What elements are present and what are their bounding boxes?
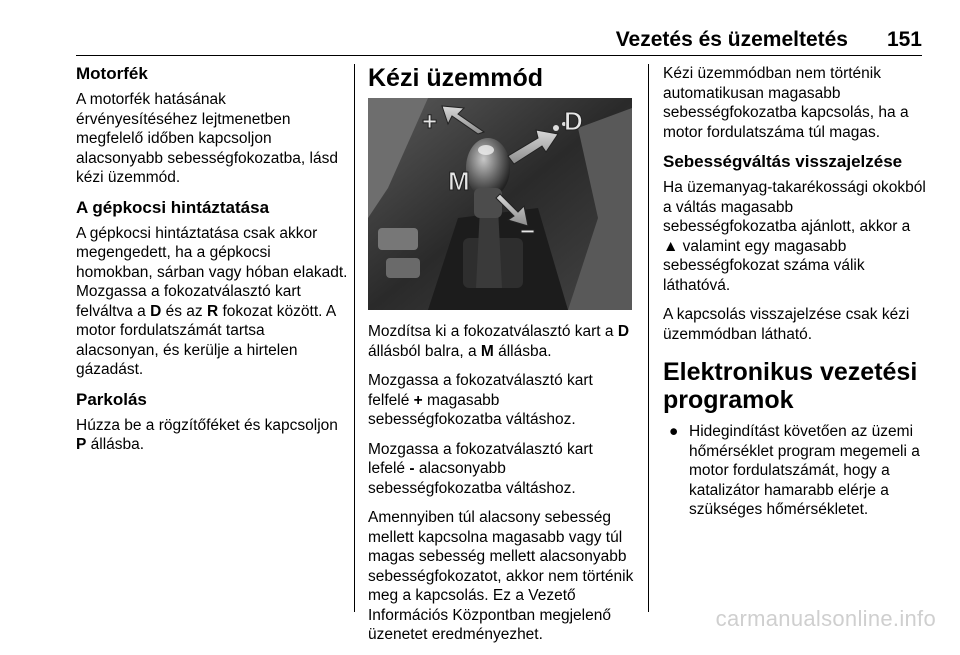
figure-label-plus: + [422, 106, 438, 136]
paragraph-hintaztatas [76, 224, 348, 380]
text-span: alacsonyabb sebességfokozatba váltáshoz. [368, 460, 576, 497]
text-span: állásból balra, a [368, 342, 481, 360]
column-divider-2 [648, 64, 649, 612]
paragraph-manual-1 [368, 322, 634, 361]
text-span: Mozgassa a fokozatválasztó kart lefelé [368, 440, 593, 477]
heading-visszajelzes: Sebességváltás visszajelzése [663, 152, 903, 171]
text-span: Mozdítsa ki a fokozatválasztó kart a [368, 323, 618, 340]
gear-selector-figure [368, 98, 632, 310]
upshift-triangle-icon: ▲ [663, 237, 679, 255]
list-item [663, 422, 928, 520]
text-span: fokozat között. A motor fordulatszámát tartsa alacsonyan, és kerülje a hirtelen gázadást. [76, 302, 336, 378]
heading-parkolas: Parkolás [76, 389, 147, 409]
bullet-icon: ● [669, 423, 679, 440]
plus-symbol: + [413, 391, 423, 409]
paragraph-motorfek: A motorfék hatásának érvényesítéséhez lejtmenetben megfelelő időben kapcsoljon alacsonyabb sebességfokozatba, lásd kézi üzemmód. [76, 91, 338, 186]
text-span: A gépkocsi hintáztatása csak akkor megengedett, ha a gépkocsi homokban, sárban vagy hóban elakadt. Mozgassa a fokozatválasztó kart felváltva a [76, 224, 348, 320]
paragraph-visszajelzes-2: A kapcsolás visszajelzése csak kézi üzemmódban látható. [663, 306, 910, 343]
page-number: 151 [886, 28, 922, 51]
gear-selector-illustration [368, 98, 632, 310]
paragraph-parkolas [76, 416, 348, 455]
heading-elektronikus: Elektronikus vezetési programok [663, 358, 918, 414]
text-span: és az [161, 302, 207, 320]
gear-letter-p: P [76, 436, 87, 453]
figure-label-m: M [448, 166, 470, 196]
column-middle [368, 64, 634, 655]
paragraph-manual-2 [368, 371, 634, 430]
text-span: állásba. [493, 342, 552, 360]
paragraph-manual-4: Amennyiben túl alacsony sebesség mellett kapcsolna magasabb vagy túl magas sebesség mellett alacsonyabb sebességfokozatot, akkor nem történik meg a kapcsolás. Ez a Vezető Információs Központban megjelenő üzenetet eredményezhet. [368, 509, 634, 643]
text-span: Hidegindítást követően az üzemi hőmérséklet program megemeli a motor fordulatszámát, hogy a katalizátor hamarabb elérje a szükséges hőmérsékletet. [689, 423, 920, 518]
paragraph-visszajelzes-1 [663, 178, 928, 295]
text-span: valamint egy magasabb sebességfokozat száma válik láthatóvá. [663, 237, 865, 294]
heading-kezi-uzemmod: Kézi üzemmód [368, 64, 544, 92]
gear-letter-r: R [206, 302, 219, 320]
heading-hintaztatas: A gépkocsi hintáztatása [76, 197, 270, 217]
section-title: Vezetés és üzemeltetés [615, 28, 848, 51]
gear-letter-m: M [480, 342, 494, 360]
figure-label-minus: − [520, 216, 536, 246]
text-span: Ha üzemanyag-takarékossági okokból a váltás magasabb sebességfokozatba ajánlott, akkor a [663, 179, 926, 235]
text-span: Mozgassa a fokozatválasztó kart felfelé [368, 372, 593, 409]
bullet-list [663, 422, 928, 520]
minus-symbol: - [409, 460, 415, 477]
gear-letter-d: D [617, 323, 630, 340]
page-header [0, 18, 960, 52]
paragraph-kezi-auto: Kézi üzemmódban nem történik automatikusan magasabb sebességfokozatba kapcsolás, ha a motor fordulatszáma túl magas. [663, 65, 909, 141]
heading-motorfek: Motorfék [76, 64, 148, 83]
watermark: carmanualsonline.info [715, 606, 936, 631]
text-span: magasabb sebességfokozatba váltáshoz. [368, 391, 576, 428]
column-right [663, 64, 928, 520]
column-divider-1 [354, 64, 355, 612]
gear-letter-d: D [150, 302, 162, 320]
figure-label-d: D [564, 106, 583, 136]
text-span: állásba. [86, 436, 145, 453]
column-left [76, 64, 348, 465]
header-rule [76, 55, 922, 56]
paragraph-manual-3 [368, 440, 634, 499]
text-span: Húzza be a rögzítőféket és kapcsoljon [76, 416, 338, 434]
